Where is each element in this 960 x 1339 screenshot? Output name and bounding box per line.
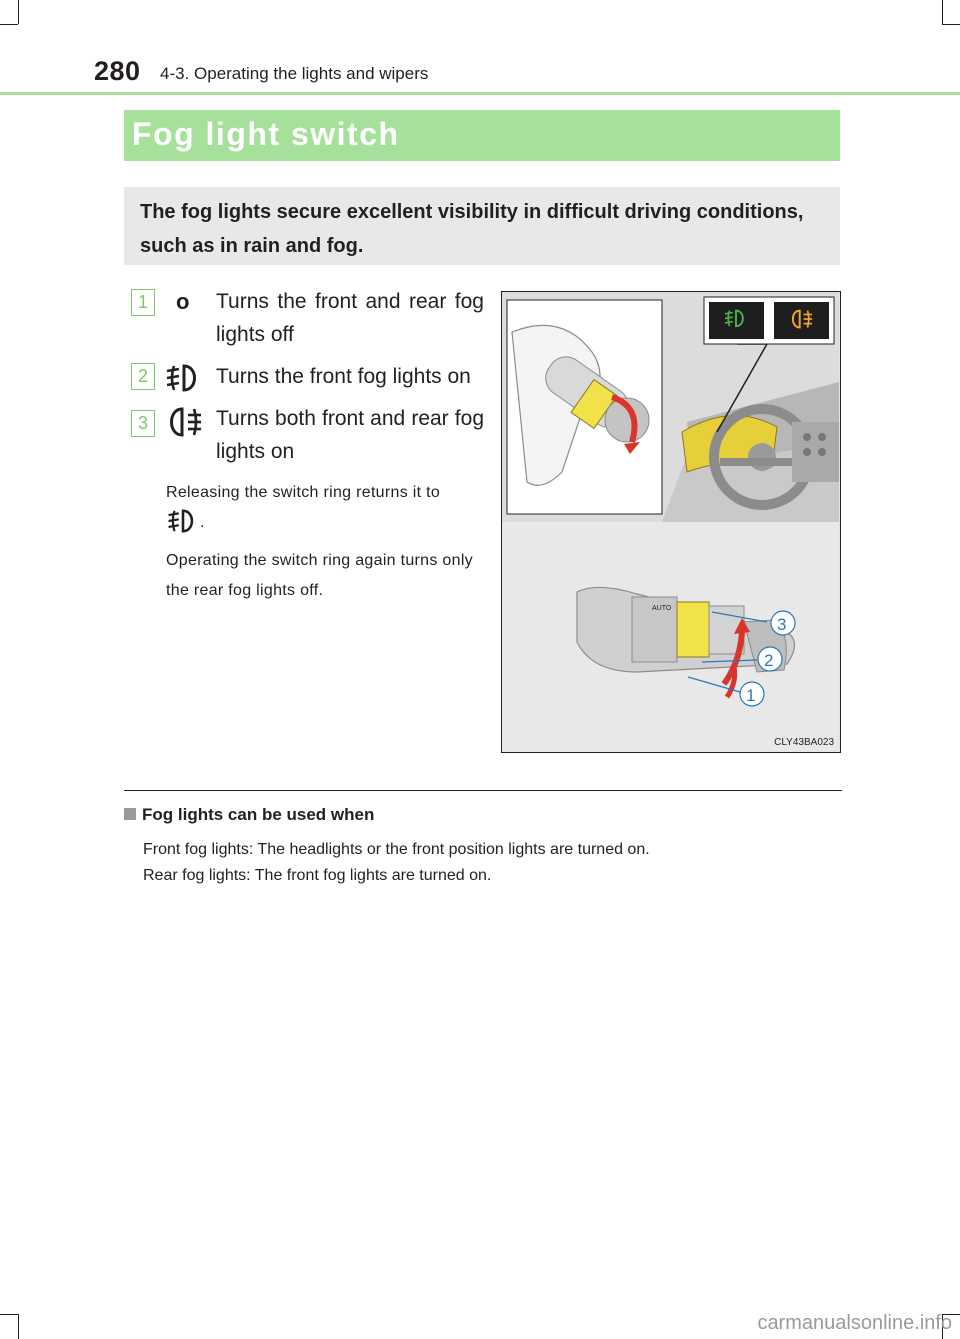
- detail-line-front: Front fog lights: The headlights or the front position lights are turned on.: [143, 841, 650, 858]
- item-number-2: 2: [131, 363, 155, 390]
- front-fog-icon: [164, 362, 204, 399]
- switch-illustration: [501, 291, 841, 753]
- callout-3: 3: [777, 615, 787, 634]
- crop-mark: [942, 24, 960, 25]
- header-rule: [0, 92, 960, 95]
- front-fog-icon: [166, 507, 200, 540]
- item-number-1: 1: [131, 289, 155, 316]
- crop-mark: [18, 0, 19, 24]
- figure-code: CLY43BA023: [774, 737, 834, 748]
- item-text-1: Turns the front and rear fog lights off: [216, 290, 484, 346]
- detail-line-rear: Rear fog lights: The front fog lights are turned on.: [143, 867, 492, 884]
- off-symbol: o: [176, 289, 190, 314]
- square-bullet-icon: [124, 808, 136, 820]
- title-bar: [124, 110, 840, 161]
- crop-mark: [0, 1314, 18, 1315]
- item-number-3: 3: [131, 410, 155, 437]
- crop-mark: [18, 1314, 19, 1339]
- section-heading: [124, 805, 374, 825]
- again-note: Operating the switch ring again turns only the rear fog lights off.: [166, 552, 473, 599]
- callout-2: 2: [764, 651, 774, 670]
- auto-label: AUTO: [652, 605, 672, 612]
- crop-mark: [0, 24, 18, 25]
- intro-box: The fog lights secure excellent visibility in difficult driving conditions, such as in rain and fog.: [124, 187, 840, 265]
- page-title: Fog light switch: [132, 116, 400, 152]
- release-note: Releasing the switch ring returns it to: [166, 484, 441, 501]
- rear-fog-icon: [164, 405, 204, 444]
- section-heading-text: Fog lights can be used when: [142, 805, 375, 824]
- page-number: 280: [94, 56, 141, 86]
- item-text-3: Turns both front and rear fog lights on: [216, 407, 484, 463]
- section-title: 4-3. Operating the lights and wipers: [160, 64, 429, 83]
- callout-1: 1: [746, 686, 756, 705]
- section-divider: [124, 790, 842, 791]
- crop-mark: [942, 0, 943, 24]
- illustration-drawing: [502, 292, 839, 751]
- item-text-2: Turns the front fog lights on: [216, 365, 471, 388]
- release-note-suffix: .: [200, 514, 205, 531]
- watermark: carmanualsonline.info: [757, 1312, 952, 1334]
